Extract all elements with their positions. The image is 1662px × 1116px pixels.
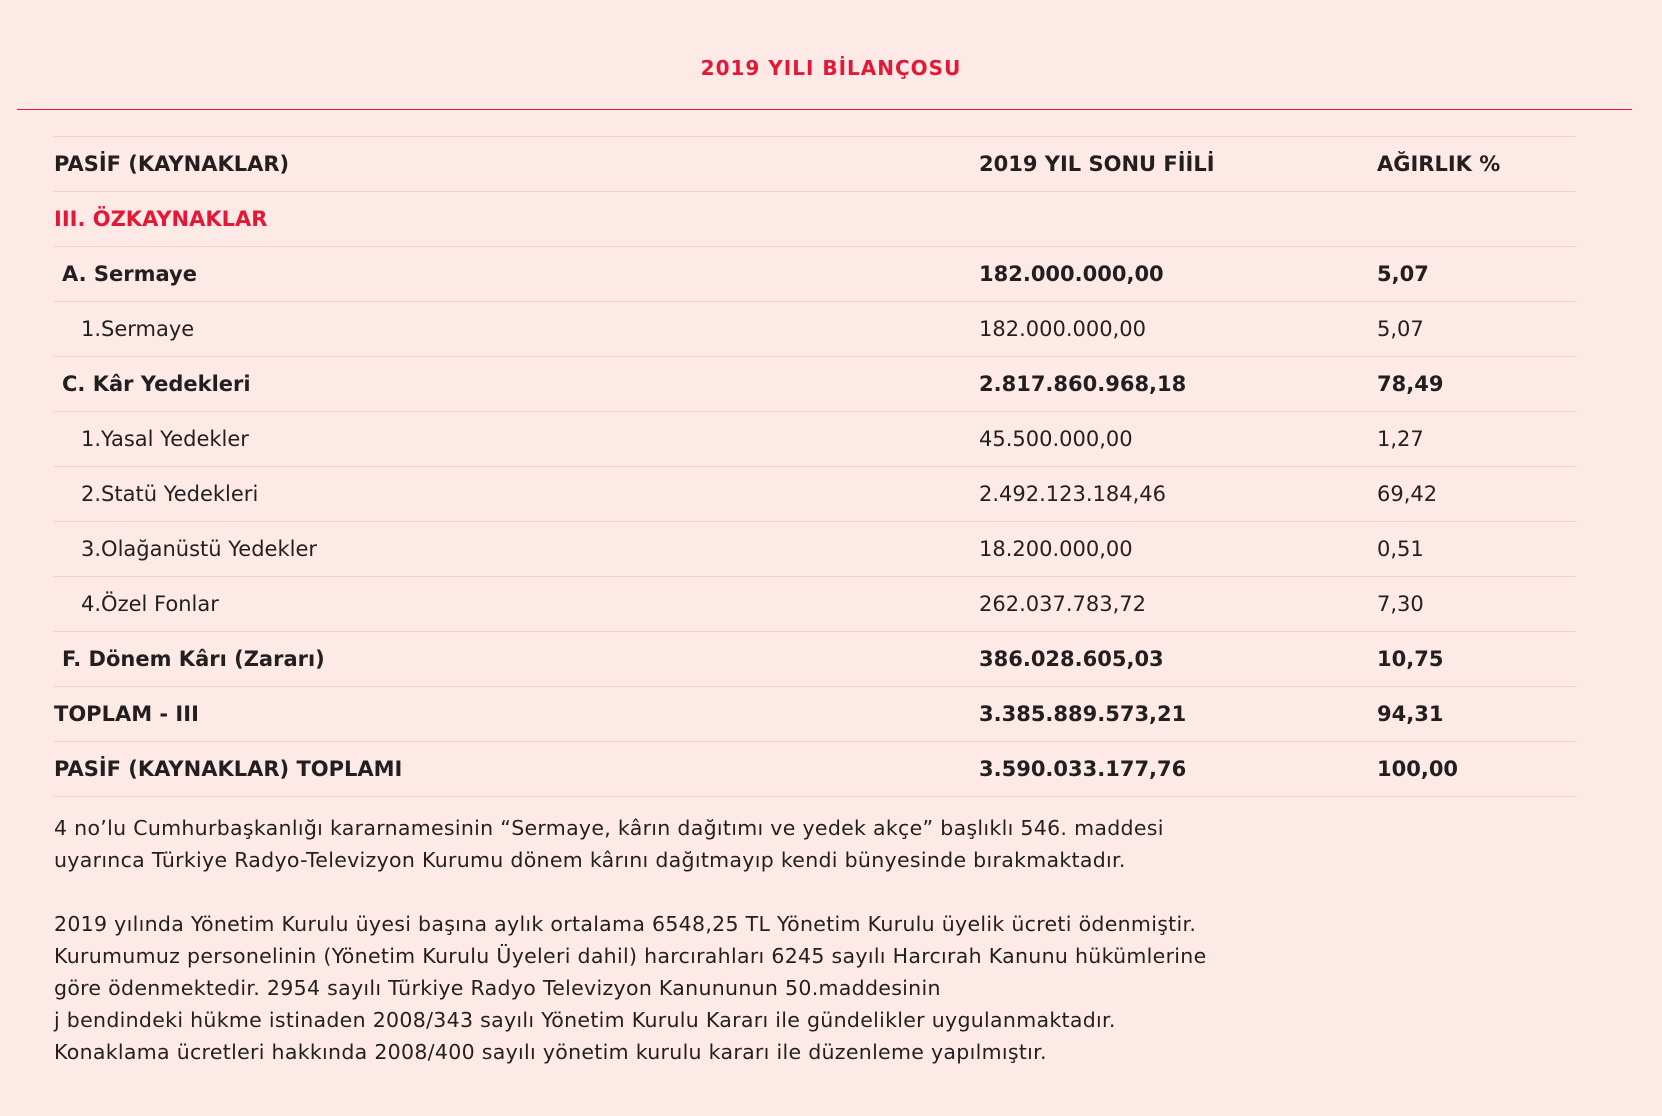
row-weight: 69,42: [1377, 482, 1438, 506]
row-label: 1.Sermaye: [81, 317, 195, 341]
row-label: TOPLAM - III: [54, 702, 199, 726]
section-row-equity: [54, 192, 1576, 247]
note-line: Kurumumuz personelinin (Yönetim Kurulu Üyeleri dahil) harcırahları 6245 sayılı Harcırah Kanunu hükümlerine: [54, 944, 1207, 968]
table-row: [54, 522, 1576, 577]
table-row: [54, 632, 1576, 687]
notes: [54, 812, 1454, 1100]
row-value: 386.028.605,03: [979, 647, 1164, 671]
note-line: 2019 yılında Yönetim Kurulu üyesi başına aylık ortalama 6548,25 TL Yönetim Kurulu üyelik ücreti ödenmiştir.: [54, 912, 1197, 936]
table-row-total: [54, 687, 1576, 742]
row-value: 2.817.860.968,18: [979, 372, 1187, 396]
row-weight: 100,00: [1377, 757, 1459, 781]
balance-table: [54, 136, 1576, 797]
row-weight: 10,75: [1377, 647, 1444, 671]
row-label: F. Dönem Kârı (Zararı): [62, 647, 325, 671]
row-weight: 1,27: [1377, 427, 1424, 451]
page-title: 2019 YILI BİLANÇOSU: [700, 56, 962, 80]
row-value: 262.037.783,72: [979, 592, 1146, 616]
note-line: Konaklama ücretleri hakkında 2008/400 sayılı yönetim kurulu kararı ile düzenleme yapılmıştır.: [54, 1040, 1047, 1064]
row-value: 182.000.000,00: [979, 262, 1164, 286]
row-weight: 94,31: [1377, 702, 1444, 726]
table-header-row: [54, 137, 1576, 192]
title-divider: [17, 109, 1632, 110]
row-label: 3.Olağanüstü Yedekler: [81, 537, 318, 561]
table-row: [54, 577, 1576, 632]
note-line: j bendindeki hükme istinaden 2008/343 sayılı Yönetim Kurulu Kararı ile gündelikler uygulanmaktadır.: [54, 1008, 1116, 1032]
header-weight: AĞIRLIK %: [1377, 152, 1501, 176]
row-label: PASİF (KAYNAKLAR) TOPLAMI: [54, 757, 403, 781]
note-line: göre ödenmektedir. 2954 sayılı Türkiye Radyo Televizyon Kanununun 50.maddesinin: [54, 976, 941, 1000]
row-value: 45.500.000,00: [979, 427, 1133, 451]
table-row: [54, 302, 1576, 357]
row-label: 1.Yasal Yedekler: [81, 427, 249, 451]
row-weight: 7,30: [1377, 592, 1424, 616]
note-line: 4 no’lu Cumhurbaşkanlığı kararnamesinin “Sermaye, kârın dağıtımı ve yedek akçe” başlıklı 546. maddesi: [54, 816, 1164, 840]
row-label: 2.Statü Yedekleri: [81, 482, 259, 506]
table-row: [54, 247, 1576, 302]
header-year-end-actual: 2019 YIL SONU FİİLİ: [979, 152, 1215, 176]
row-value: 182.000.000,00: [979, 317, 1146, 341]
header-liabilities: PASİF (KAYNAKLAR): [54, 152, 290, 176]
table-row-grand-total: [54, 742, 1576, 797]
row-label: C. Kâr Yedekleri: [62, 372, 251, 396]
row-weight: 5,07: [1377, 262, 1429, 286]
row-weight: 5,07: [1377, 317, 1424, 341]
row-weight: 78,49: [1377, 372, 1444, 396]
row-value: 2.492.123.184,46: [979, 482, 1167, 506]
row-label: 4.Özel Fonlar: [81, 592, 219, 616]
table-row: [54, 412, 1576, 467]
note-line: uyarınca Türkiye Radyo-Televizyon Kurumu dönem kârını dağıtmayıp kendi bünyesinde bırakmaktadır.: [54, 848, 1126, 872]
table-row: [54, 357, 1576, 412]
row-weight: 0,51: [1377, 537, 1424, 561]
section-title: III. ÖZKAYNAKLAR: [54, 207, 268, 231]
note-paragraph: [54, 812, 1454, 876]
row-value: 18.200.000,00: [979, 537, 1133, 561]
note-paragraph: [54, 908, 1454, 1068]
table-row: [54, 467, 1576, 522]
row-value: 3.590.033.177,76: [979, 757, 1187, 781]
row-label: A. Sermaye: [62, 262, 197, 286]
row-value: 3.385.889.573,21: [979, 702, 1187, 726]
